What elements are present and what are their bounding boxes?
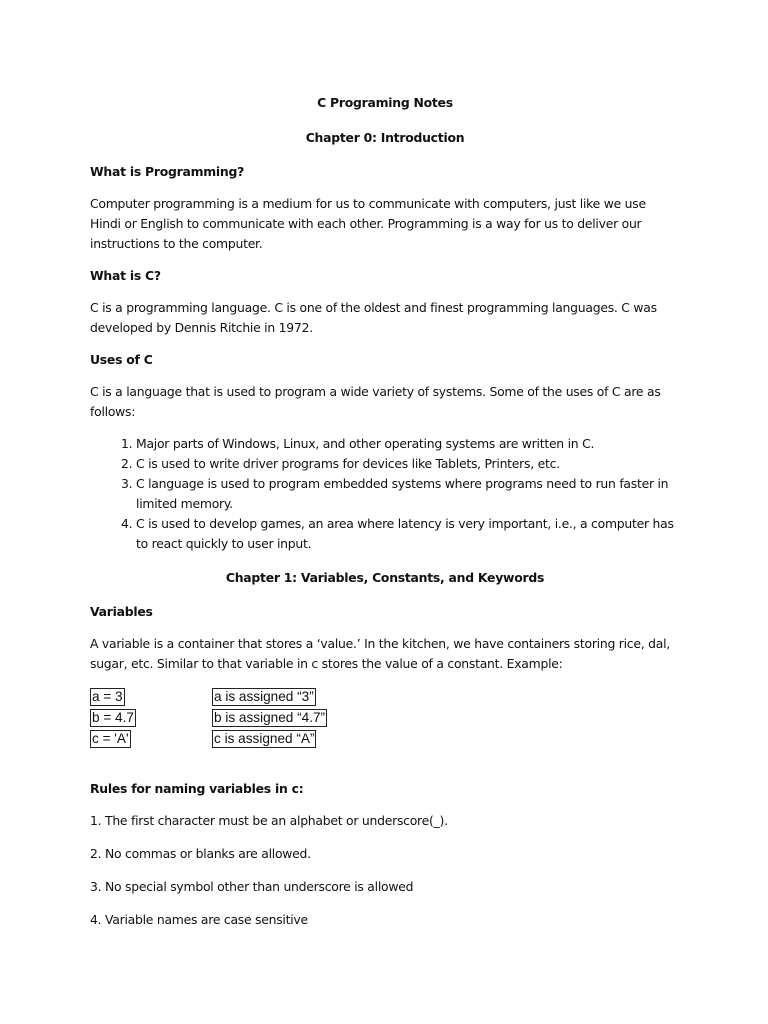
example-code: c = 'A' xyxy=(92,731,129,746)
example-row xyxy=(90,709,680,730)
example-code-cell xyxy=(90,730,212,748)
example-desc-cell xyxy=(212,688,316,706)
chapter-1-heading: Chapter 1: Variables, Constants, and Keywords xyxy=(225,570,545,585)
naming-rules-heading: Rules for naming variables in c: xyxy=(90,781,304,796)
what-is-c-text: C is a programming language. C is one of the oldest and finest programming languages. C was developed by Dennis Ritchie in 1972. xyxy=(90,300,657,335)
example-description: b is assigned “4.7” xyxy=(214,710,326,725)
example-code: a = 3 xyxy=(92,689,123,704)
list-item: 3. C language is used to program embedded systems where programs need to run faster in limited memory. xyxy=(136,474,680,514)
uses-of-c-list xyxy=(90,434,680,554)
uses-of-c-intro: C is a language that is used to program a wide variety of systems. Some of the uses of C are as follows: xyxy=(90,384,661,419)
example-code-cell xyxy=(90,688,212,706)
variables-text: A variable is a container that stores a ‘value.’ In the kitchen, we have containers storing rice, dal, sugar, etc. Similar to that variable in c stores the value of a constant. Example: xyxy=(90,636,670,671)
list-item: 1. Major parts of Windows, Linux, and other operating systems are written in C. xyxy=(136,434,680,454)
example-code-cell xyxy=(90,709,212,727)
list-item: 2. C is used to write driver programs for devices like Tablets, Printers, etc. xyxy=(136,454,680,474)
example-row xyxy=(90,688,680,709)
naming-rules-list xyxy=(90,811,680,930)
uses-of-c-heading: Uses of C xyxy=(90,352,153,367)
list-item: 2. No commas or blanks are allowed. xyxy=(90,846,311,861)
what-is-c-heading: What is C? xyxy=(90,268,161,283)
example-code: b = 4.7 xyxy=(92,710,134,725)
what-is-programming-heading: What is Programming? xyxy=(90,164,245,179)
what-is-programming-text: Computer programming is a medium for us to communicate with computers, just like we use Hindi or English to communicate with each other. Programming is a way for us to deliver our instructions to the computer. xyxy=(90,196,646,251)
document-title: C Programing Notes xyxy=(317,95,453,110)
list-item: 3. No special symbol other than underscore is allowed xyxy=(90,879,414,894)
example-description: a is assigned “3” xyxy=(214,689,314,704)
example-row xyxy=(90,730,680,751)
example-desc-cell xyxy=(212,709,327,727)
list-item: 4. C is used to develop games, an area where latency is very important, i.e., a computer has to react quickly to user input. xyxy=(136,514,680,554)
variable-examples xyxy=(90,688,680,751)
chapter-0-heading: Chapter 0: Introduction xyxy=(305,130,465,145)
variables-heading: Variables xyxy=(90,604,153,619)
list-item: 1. The first character must be an alphabet or underscore(_). xyxy=(90,813,448,828)
document-page xyxy=(90,93,680,943)
list-item: 4. Variable names are case sensitive xyxy=(90,912,308,927)
example-desc-cell xyxy=(212,730,316,748)
example-description: c is assigned “A” xyxy=(214,731,315,746)
